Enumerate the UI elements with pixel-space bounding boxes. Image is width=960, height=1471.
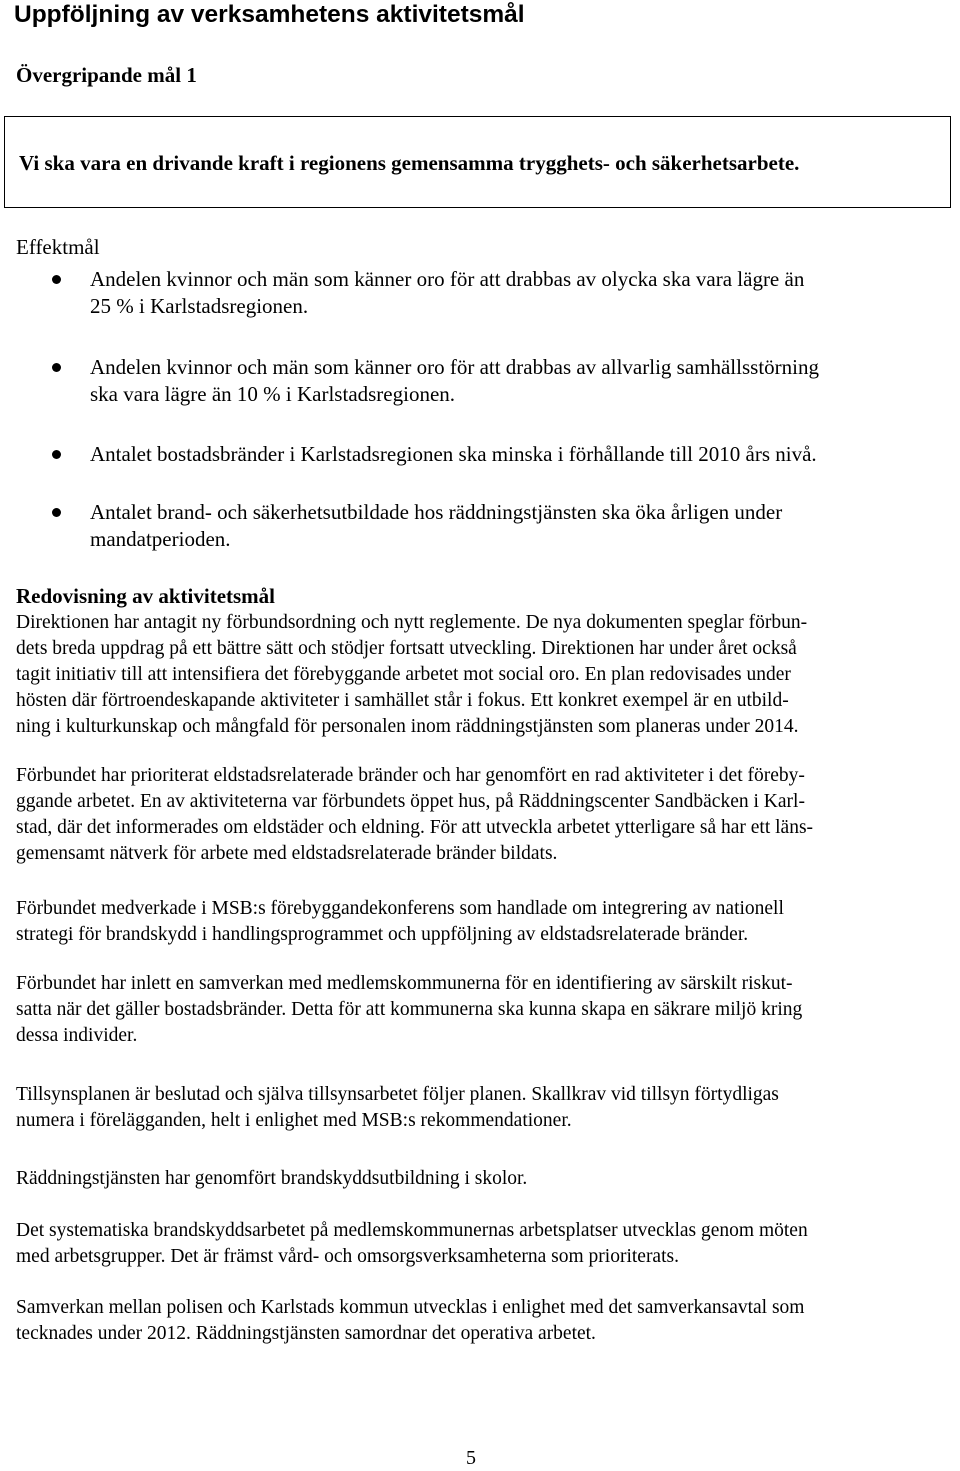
effektmal-item	[90, 266, 950, 320]
body-paragraph: Förbundet medverkade i MSB:s förebyggandekonferens som handlade om integrering av nationell strategi för brandskydd i handlingsprogrammet och uppföljning av eldstadsrelaterade bränder.	[16, 898, 784, 945]
section-subtitle: Övergripande mål 1	[16, 63, 197, 87]
goal-statement: Vi ska vara en drivande kraft i regionens gemensamma trygghets- och säkerhetsarbete.	[19, 151, 800, 175]
document-title: Uppföljning av verksamhetens aktivitetsmål	[14, 1, 525, 28]
effektmal-item-text: Andelen kvinnor och män som känner oro för att drabbas av allvarlig samhällsstörning ska vara lägre än 10 % i Karlstadsregionen.	[90, 355, 819, 406]
body-paragraph: Förbundet har inlett en samverkan med medlemskommunerna för en identifiering av särskilt riskut- satta när det gäller bostadsbränder. Detta för att kommunerna ska kunna skapa en säkrare miljö kring dessa individer.	[16, 973, 803, 1046]
bullet-icon	[52, 275, 61, 284]
effektmal-item	[90, 499, 950, 553]
effektmal-item	[90, 354, 950, 408]
bullet-icon	[52, 363, 61, 372]
body-paragraph: Räddningstjänsten har genomfört brandskyddsutbildning i skolor.	[16, 1168, 528, 1189]
effektmal-label: Effektmål	[16, 235, 100, 259]
body-paragraph: Samverkan mellan polisen och Karlstads kommun utvecklas i enlighet med det samverkansavtal som tecknades under 2012. Räddningstjänsten samordnar det operativa arbetet.	[16, 1297, 805, 1344]
effektmal-item-text: Antalet brand- och säkerhetsutbildade hos räddningstjänsten ska öka årligen under mandatperioden.	[90, 500, 783, 551]
redovisning-heading: Redovisning av aktivitetsmål	[16, 584, 276, 608]
effektmal-item-text: Andelen kvinnor och män som känner oro för att drabbas av olycka ska vara lägre än 25 % i Karlstadsregionen.	[90, 267, 805, 318]
page-number: 5	[466, 1447, 476, 1469]
body-paragraph: Det systematiska brandskyddsarbetet på medlemskommunernas arbetsplatser utvecklas genom möten med arbetsgrupper. Det är främst vård- och omsorgsverksamheterna som prioriterats.	[16, 1220, 808, 1267]
goal-statement-box	[4, 116, 951, 208]
effektmal-item	[90, 441, 950, 468]
bullet-icon	[52, 508, 61, 517]
bullet-icon	[52, 450, 61, 459]
body-paragraph: Tillsynsplanen är beslutad och själva tillsynsarbetet följer planen. Skallkrav vid tillsyn förtydligas numera i förelägganden, helt i enlighet med MSB:s rekommendationer.	[16, 1084, 779, 1131]
body-paragraph: Förbundet har prioriterat eldstadsrelaterade bränder och har genomfört en rad aktiviteter i det föreby- ggande arbetet. En av aktiviteterna var förbundets öppet hus, på Räddningscenter Sandbäcken i Karl- stad, där det informerades om eldstäder och eldning. För att utveckla arbetet ytterligare så har ett läns- gemensamt nätverk för arbete med eldstadsrelaterade bränder bildats.	[16, 765, 814, 864]
body-paragraph: Direktionen har antagit ny förbundsordning och nytt reglemente. De nya dokumenten speglar förbun- dets breda uppdrag på ett bättre sätt och stödjer fortsatt utveckling. Direktionen har under året också tagit initiativ till att intensifiera det förebyggande arbetet mot social oro. En plan redovisades under hösten där förtroendeskapande aktiviteter i samhället står i fokus. Ett konkret exempel är en utbild- ning i kulturkunskap och mångfald för personalen inom räddningstjänsten som planeras under 2014.	[16, 612, 808, 737]
effektmal-item-text: Antalet bostadsbränder i Karlstadsregionen ska minska i förhållande till 2010 års nivå.	[90, 442, 817, 466]
